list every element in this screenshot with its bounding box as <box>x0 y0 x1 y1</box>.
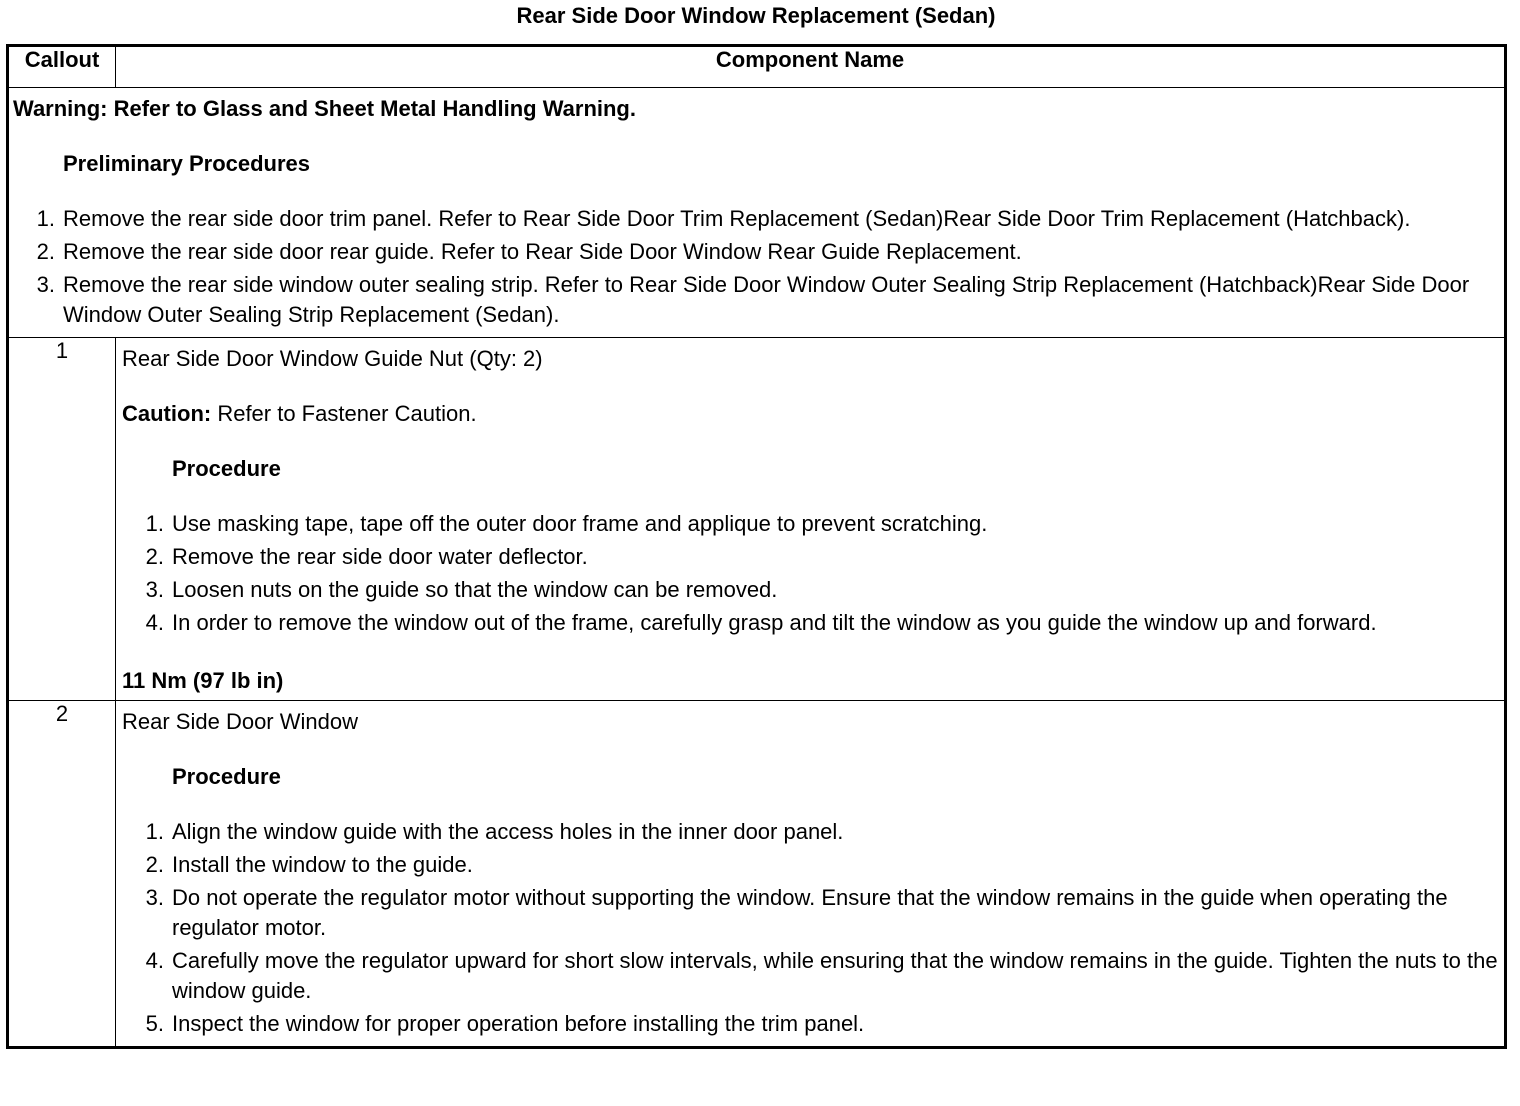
step-number: 2. <box>145 852 164 877</box>
caution-note <box>122 399 1498 429</box>
step-text: Remove the rear side window outer sealing strip. Refer to Rear Side Door Window Outer Sealing Strip Replacement (Hatchback)Rear Side Door Window Outer Sealing Strip Replacement (Sedan). <box>63 272 1470 327</box>
component-name: Rear Side Door Window Guide Nut (Qty: 2) <box>122 346 543 371</box>
step-number: 2. <box>36 239 55 264</box>
step-number: 3. <box>145 577 164 602</box>
header-component-name: Component Name <box>116 46 1506 88</box>
list-item <box>145 575 1498 605</box>
page-title: Rear Side Door Window Replacement (Sedan) <box>516 3 996 28</box>
list-item <box>36 270 1498 330</box>
step-number: 4. <box>145 610 164 635</box>
callout-cell: 2 <box>8 701 116 1048</box>
preliminary-heading: Preliminary Procedures <box>63 151 311 176</box>
step-number: 3. <box>36 272 55 297</box>
step-text: Install the window to the guide. <box>172 852 473 877</box>
list-item <box>145 542 1498 572</box>
step-text: In order to remove the window out of the frame, carefully grasp and tilt the window as you guide the window up and forward. <box>172 610 1377 635</box>
caution-label: Caution: <box>122 401 212 426</box>
procedure-heading: Procedure <box>172 764 281 789</box>
list-item <box>36 237 1498 267</box>
list-item <box>145 1009 1498 1039</box>
step-number: 4. <box>145 948 164 973</box>
list-item <box>145 883 1498 943</box>
list-item <box>145 608 1498 638</box>
component-name: Rear Side Door Window <box>122 709 358 734</box>
procedure-heading: Procedure <box>172 456 281 481</box>
step-text: Loosen nuts on the guide so that the window can be removed. <box>172 577 778 602</box>
torque-spec: 11 Nm (97 lb in) <box>122 668 284 693</box>
step-text: Remove the rear side door trim panel. Refer to Rear Side Door Trim Replacement (Sedan)Rear Side Door Trim Replacement (Hatchback). <box>63 206 1411 231</box>
step-number: 2. <box>145 544 164 569</box>
step-text: Use masking tape, tape off the outer door frame and applique to prevent scratching. <box>172 511 988 536</box>
list-item <box>145 946 1498 1006</box>
list-item <box>145 850 1498 880</box>
caution-text: Refer to Fastener Caution. <box>211 401 477 426</box>
procedure-steps <box>122 509 1498 638</box>
procedure-table <box>6 44 1507 1049</box>
warning-text: Warning: Refer to Glass and Sheet Metal Handling Warning. <box>13 96 636 121</box>
table-row <box>8 701 1506 1048</box>
preliminary-row <box>8 88 1506 338</box>
list-item <box>145 817 1498 847</box>
table-header-row <box>8 46 1506 88</box>
step-text: Do not operate the regulator motor without supporting the window. Ensure that the window remains in the guide when operating the regulator motor. <box>172 885 1448 940</box>
step-number: 5. <box>145 1011 164 1036</box>
header-callout: Callout <box>8 46 116 88</box>
procedure-steps <box>122 817 1498 1039</box>
step-number: 1. <box>36 206 55 231</box>
component-cell <box>116 701 1506 1048</box>
table-row <box>8 338 1506 701</box>
step-text: Carefully move the regulator upward for short slow intervals, while ensuring that the window remains in the guide. Tighten the nuts to the window guide. <box>172 948 1498 1003</box>
list-item <box>145 509 1498 539</box>
step-text: Remove the rear side door rear guide. Refer to Rear Side Door Window Rear Guide Replacement. <box>63 239 1022 264</box>
step-number: 3. <box>145 885 164 910</box>
step-text: Align the window guide with the access holes in the inner door panel. <box>172 819 844 844</box>
step-text: Inspect the window for proper operation before installing the trim panel. <box>172 1011 865 1036</box>
step-number: 1. <box>145 511 164 536</box>
step-text: Remove the rear side door water deflector. <box>172 544 588 569</box>
callout-cell: 1 <box>8 338 116 701</box>
step-number: 1. <box>145 819 164 844</box>
preliminary-steps <box>13 204 1498 330</box>
list-item <box>36 204 1498 234</box>
preliminary-cell <box>8 88 1506 338</box>
component-cell <box>116 338 1506 701</box>
